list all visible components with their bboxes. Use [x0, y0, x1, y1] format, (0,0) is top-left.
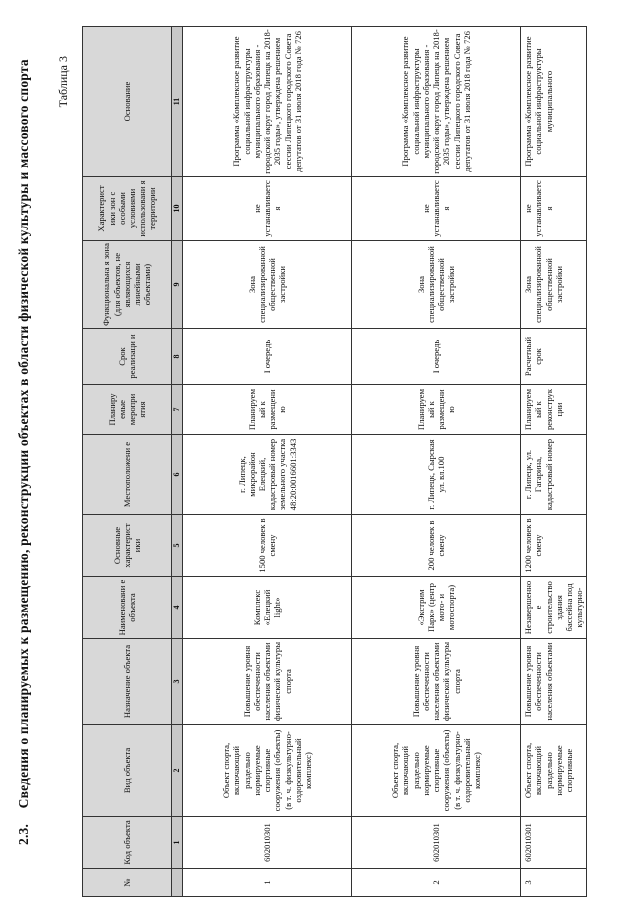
cell-location: г. Липецк, Сырская ул. вл.100 [352, 435, 521, 515]
table-row [352, 27, 521, 897]
cell-activity: Планируемый к размещению [352, 385, 521, 435]
cell-purpose: Повышение уровня обеспеченности населения объектами физической культуры спорта [183, 639, 352, 725]
objects-table [82, 26, 587, 897]
cell-code: 602010301 [352, 817, 521, 869]
cell-kind: Объект спорта, включающий раздельно нормируемые спортивные сооружения (объекты) (в т. ч. физкультурно-оздоровительный комплекс) [352, 725, 521, 817]
col-index: 3 [172, 639, 183, 725]
cell-location: г. Липецк, микрорайон Елецкий, кадастровый номер земельного участка 48:20:0016601:3343 [183, 435, 352, 515]
table-row [183, 27, 352, 897]
col-index: 5 [172, 515, 183, 577]
cell-zone: Зона специализированной общественной застройки [183, 241, 352, 329]
cell-zouit: не устанавливается [352, 177, 521, 241]
col-header: № [83, 869, 172, 897]
table-header-row [83, 27, 172, 897]
cell-kind: Объект спорта, включающий раздельно нормируемые спортивные сооружения (объекты) (в т. ч. физкультурно-оздоровительный комплекс) [183, 725, 352, 817]
cell-characteristics: 200 человек в смену [352, 515, 521, 577]
col-index: 2 [172, 725, 183, 817]
cell-term: I очередь [352, 329, 521, 385]
col-header: Основные характерист ики [83, 515, 172, 577]
col-index: 10 [172, 177, 183, 241]
column-index-row [172, 27, 183, 897]
table-label: Таблица 3 [56, 56, 70, 108]
col-index: 9 [172, 241, 183, 329]
col-header: Наименовани е объекта [83, 577, 172, 639]
col-index: 1 [172, 817, 183, 869]
cell-purpose: Повышение уровня обеспеченности населения объектами физической культуры спорта [352, 639, 521, 725]
cell-zouit: не устанавливается [521, 177, 587, 241]
cell-zouit: не устанавливается [183, 177, 352, 241]
col-index: 11 [172, 27, 183, 177]
cell-name: Незавершенное строительство здания бассейна под культурно- [521, 577, 587, 639]
col-header: Функциональна я зона (для объектов, не являющихся линейными объектами) [83, 241, 172, 329]
col-index: 4 [172, 577, 183, 639]
col-header: Назначение объекта [83, 639, 172, 725]
cell-characteristics: 1200 человек в смену [521, 515, 587, 577]
cell-activity: Планируемый к реконструкции [521, 385, 587, 435]
col-index: 7 [172, 385, 183, 435]
col-header: Местоположени е [83, 435, 172, 515]
cell-code: 602010301 [183, 817, 352, 869]
cell-code: 602010301 [521, 817, 587, 869]
cell-name: Комплекс «Елецкий light» [183, 577, 352, 639]
cell-basis: Программа «Комплексное развитие социальной инфраструктуры муниципального [521, 27, 587, 177]
col-index: 6 [172, 435, 183, 515]
col-header: Срок реализаци и [83, 329, 172, 385]
col-header: Код объекта [83, 817, 172, 869]
cell-num: 3 [521, 869, 587, 897]
col-index: 8 [172, 329, 183, 385]
cell-activity: Планируемый к размещению [183, 385, 352, 435]
cell-characteristics: 1500 человек в смену [183, 515, 352, 577]
section-title: Сведения о планируемых к размещению, реконструкции объектах в области физической культуры и массового спорта [16, 59, 31, 809]
cell-num: 1 [183, 869, 352, 897]
cell-location: г. Липецк, ул. Гагарина, кадастровый номер [521, 435, 587, 515]
table-row [521, 27, 587, 897]
col-header: Характерист ики зон с особыми условиями использовани я территории [83, 177, 172, 241]
cell-num: 2 [352, 869, 521, 897]
col-header: Основание [83, 27, 172, 177]
col-header: Вид объекта [83, 725, 172, 817]
col-header: Планиру емые меропри ятия [83, 385, 172, 435]
cell-zone: Зона специализированной общественной застройки [352, 241, 521, 329]
cell-kind: Объект спорта, включающий раздельно нормируемые спортивные [521, 725, 587, 817]
cell-basis: Программа «Комплексное развитие социальной инфраструктуры муниципального образования - городской округ город Липецк на 2018-2035 годы», утверждена решением сессии Липецкого городского Совета депутатов от 31 июля 2018 года № 726 [183, 27, 352, 177]
cell-zone: Зона специализированной общественной застройки [521, 241, 587, 329]
cell-term: Расчетный срок [521, 329, 587, 385]
col-index [172, 869, 183, 897]
cell-basis: Программа «Комплексное развитие социальной инфраструктуры муниципального образования - городской округ город Липецк на 2018-2035 годы», утверждена решением сессии Липецкого городского Совета депутатов от 31 июля 2018 года № 726 [352, 27, 521, 177]
section-number: 2.3. [16, 823, 31, 845]
cell-term: I очередь [183, 329, 352, 385]
section-heading [14, 45, 34, 845]
cell-purpose: Повышение уровня обеспеченности населения объектами [521, 639, 587, 725]
cell-name: «Экстрим Парк» (центр мото- и мотоспорта) [352, 577, 521, 639]
